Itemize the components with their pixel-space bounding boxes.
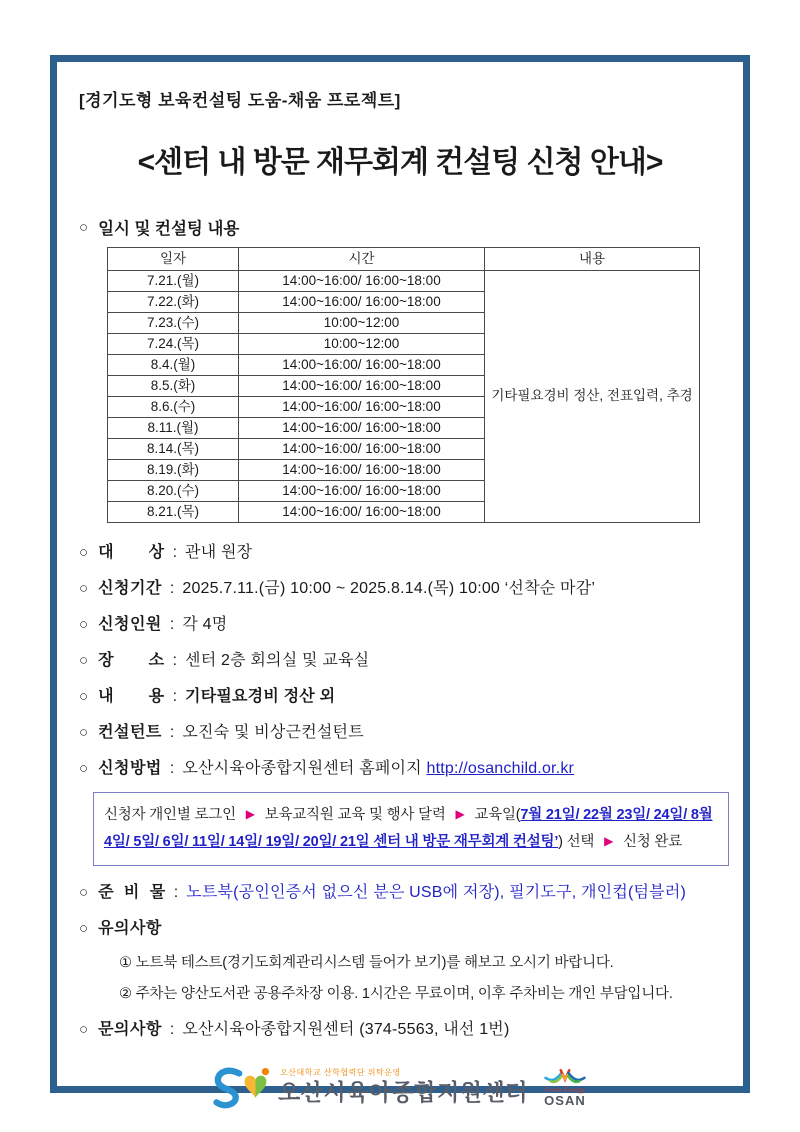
item-target bbox=[79, 539, 723, 562]
colon: : bbox=[169, 616, 175, 633]
item-method bbox=[79, 755, 723, 778]
circle-marker: ○ bbox=[79, 919, 89, 937]
table-content-cell: 기타필요경비 정산, 전표입력, 추경 bbox=[485, 271, 700, 523]
arrow-icon: ▶ bbox=[455, 807, 465, 821]
step-done: 신청 완료 bbox=[622, 833, 683, 850]
item-content bbox=[79, 683, 723, 706]
osan-tagline: Fresh Energy bbox=[545, 1088, 585, 1095]
time-cell: 10:00~12:00 bbox=[239, 313, 485, 334]
item-value: 노트북(공인인증서 없으신 분은 USB에 저장), 필기도구, 개인컵(텀블러) bbox=[186, 883, 687, 901]
circle-marker: ○ bbox=[79, 883, 89, 901]
item-label: 신청기간 bbox=[98, 580, 162, 597]
item-value: 각 4명 bbox=[182, 616, 228, 633]
item-value: 2025.7.11.(금) 10:00 ~ 2025.8.14.(목) 10:00 ‘선착순 마감’ bbox=[182, 580, 596, 597]
document-frame bbox=[50, 55, 750, 1109]
table-header-row bbox=[108, 248, 700, 271]
arrow-icon: ▶ bbox=[245, 807, 255, 821]
schedule-table bbox=[107, 247, 700, 523]
project-tag: [경기도형 보육컨설팅 도움-채움 프로젝트] bbox=[79, 91, 401, 110]
item-inquiry bbox=[79, 1016, 723, 1039]
time-cell: 14:00~16:00/ 16:00~18:00 bbox=[239, 439, 485, 460]
date-cell: 8.11.(월) bbox=[108, 418, 239, 439]
item-label: 대 상 bbox=[98, 544, 165, 561]
date-cell: 8.14.(목) bbox=[108, 439, 239, 460]
circle-marker: ○ bbox=[79, 652, 89, 669]
sc-heart-logo-icon bbox=[212, 1065, 270, 1109]
date-cell: 8.20.(수) bbox=[108, 481, 239, 502]
date-cell: 7.22.(화) bbox=[108, 292, 239, 313]
col-header-time: 시간 bbox=[239, 248, 485, 271]
date-cell: 8.4.(월) bbox=[108, 355, 239, 376]
schedule-heading-label: 일시 및 컨설팅 내용 bbox=[98, 220, 240, 238]
item-label: 장 소 bbox=[98, 652, 165, 669]
arrow-icon: ▶ bbox=[604, 833, 614, 848]
time-cell: 14:00~16:00/ 16:00~18:00 bbox=[239, 292, 485, 313]
footer-center-name: 오산시육아종합지원센터 bbox=[278, 1078, 528, 1105]
colon: : bbox=[169, 760, 175, 777]
circle-marker: ○ bbox=[79, 218, 89, 236]
time-cell: 14:00~16:00/ 16:00~18:00 bbox=[239, 355, 485, 376]
osan-name: OSAN bbox=[544, 1093, 586, 1109]
item-label: 신청방법 bbox=[98, 760, 162, 777]
colon: : bbox=[173, 883, 179, 901]
circle-marker: ○ bbox=[79, 688, 89, 705]
note-line: ① 노트북 테스트(경기도회계관리시스템 들어가 보기)를 해보고 오시기 바랍니다. bbox=[119, 954, 614, 971]
footer-logo-area bbox=[77, 1065, 723, 1109]
item-value: 오진숙 및 비상근컨설턴트 bbox=[182, 724, 364, 741]
method-text: 오산시육아종합지원센터 홈페이지 bbox=[182, 760, 427, 777]
item-label: 유의사항 bbox=[98, 919, 162, 937]
circle-marker: ○ bbox=[79, 616, 89, 633]
page-title: <센터 내 방문 재무회계 컨설팅 신청 안내> bbox=[137, 146, 663, 179]
colon: : bbox=[172, 688, 178, 705]
date-cell: 7.23.(수) bbox=[108, 313, 239, 334]
colon: : bbox=[169, 724, 175, 741]
item-supplies bbox=[79, 879, 723, 902]
application-steps-box bbox=[93, 792, 729, 866]
col-header-date: 일자 bbox=[108, 248, 239, 271]
col-header-content: 내용 bbox=[485, 248, 700, 271]
date-cell: 8.19.(화) bbox=[108, 460, 239, 481]
item-period bbox=[79, 575, 723, 598]
circle-marker: ○ bbox=[79, 580, 89, 597]
circle-marker: ○ bbox=[79, 724, 89, 741]
item-cautions bbox=[79, 915, 723, 938]
time-cell: 14:00~16:00/ 16:00~18:00 bbox=[239, 376, 485, 397]
time-cell: 10:00~12:00 bbox=[239, 334, 485, 355]
item-place bbox=[79, 647, 723, 670]
item-value: 오산시육아종합지원센터 (374-5563, 내선 1번) bbox=[182, 1020, 510, 1038]
osan-city-logo bbox=[542, 1066, 588, 1107]
info-list bbox=[79, 539, 723, 1039]
time-cell: 14:00~16:00/ 16:00~18:00 bbox=[239, 271, 485, 292]
circle-marker: ○ bbox=[79, 760, 89, 777]
osan-bird-icon bbox=[542, 1066, 588, 1088]
colon: : bbox=[169, 1020, 175, 1038]
item-label: 신청인원 bbox=[98, 616, 162, 633]
caution-notes bbox=[119, 951, 723, 1003]
date-cell: 8.6.(수) bbox=[108, 397, 239, 418]
step-dates: 7월 21일/ 22월 23일/ 24일/ 8월 4일/ 5일/ 6일/ 11일/ 14일/ 19일/ 20일/ 21일 센터 내 방문 재무회계 컨설팅’ bbox=[104, 807, 713, 850]
item-value: 센터 2층 회의실 및 교육실 bbox=[185, 652, 370, 669]
date-cell: 8.21.(목) bbox=[108, 502, 239, 523]
item-label: 문의사항 bbox=[98, 1020, 162, 1038]
item-consultant bbox=[79, 719, 723, 742]
time-cell: 14:00~16:00/ 16:00~18:00 bbox=[239, 502, 485, 523]
item-value: 관내 원장 bbox=[185, 544, 253, 561]
item-capacity bbox=[79, 611, 723, 634]
item-value bbox=[182, 755, 574, 778]
colon: : bbox=[169, 580, 175, 597]
step-login: 신청자 개인별 로그인 bbox=[104, 807, 236, 823]
item-label: 내 용 bbox=[98, 688, 165, 705]
circle-marker: ○ bbox=[79, 1020, 89, 1038]
step-calendar: 보육교직원 교육 및 행사 달력 bbox=[264, 807, 446, 823]
website-link[interactable]: http://osanchild.or.kr bbox=[426, 760, 575, 777]
colon: : bbox=[172, 544, 178, 561]
time-cell: 14:00~16:00/ 16:00~18:00 bbox=[239, 481, 485, 502]
step-select: ) 선택 bbox=[558, 833, 595, 850]
date-cell: 7.24.(목) bbox=[108, 334, 239, 355]
footer-operator-line: 오산대학교 산학협력단 위탁운영 bbox=[280, 1068, 401, 1078]
date-cell: 7.21.(월) bbox=[108, 271, 239, 292]
item-value: 기타필요경비 정산 외 bbox=[185, 688, 336, 705]
footer-text-block bbox=[278, 1069, 528, 1104]
time-cell: 14:00~16:00/ 16:00~18:00 bbox=[239, 460, 485, 481]
step-eduday-prefix: 교육일( bbox=[474, 807, 521, 823]
circle-marker: ○ bbox=[79, 544, 89, 561]
item-label: 컨설턴트 bbox=[98, 724, 162, 741]
date-cell: 8.5.(화) bbox=[108, 376, 239, 397]
section-schedule-heading bbox=[79, 215, 723, 239]
time-cell: 14:00~16:00/ 16:00~18:00 bbox=[239, 418, 485, 439]
table-row bbox=[108, 271, 700, 292]
item-label: 준 비 물 bbox=[98, 883, 166, 901]
note-line: ② 주차는 양산도서관 공용주차장 이용. 1시간은 무료이며, 이후 주차비는 개인 부담입니다. bbox=[119, 985, 673, 1002]
schedule-table-body bbox=[108, 271, 700, 523]
colon: : bbox=[172, 652, 178, 669]
time-cell: 14:00~16:00/ 16:00~18:00 bbox=[239, 397, 485, 418]
